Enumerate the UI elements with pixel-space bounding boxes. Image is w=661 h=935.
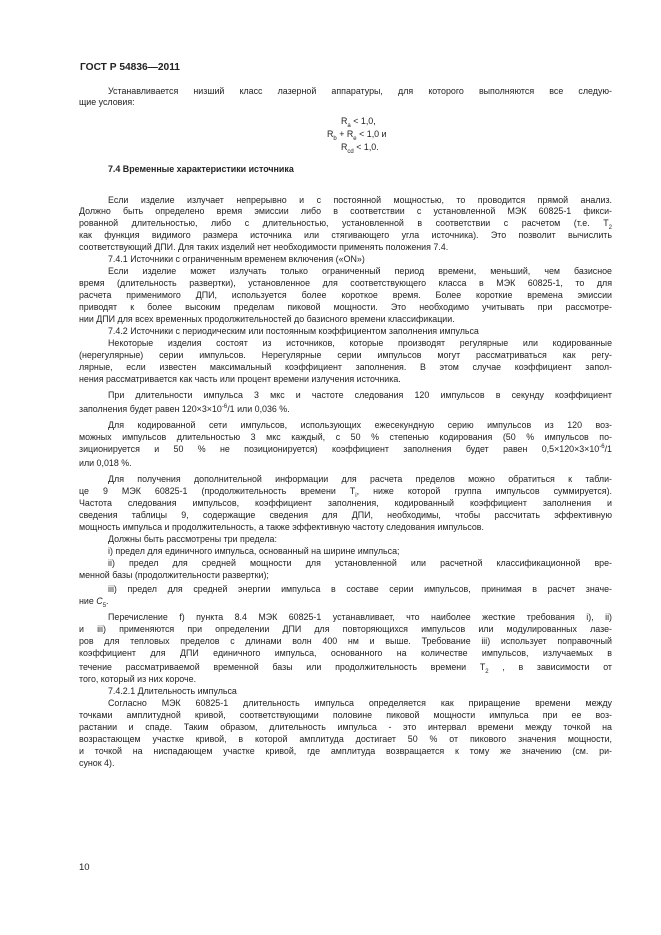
paragraph-line: Перечисление f) пункта 8.4 МЭК 60825-1 устанавливает, что наиболее жесткие требования i), ii) (108, 612, 612, 622)
section-heading: 7.4 Временные характеристики источника (108, 164, 294, 174)
formula-rcd: $R_{cd} < 1,0$. (341, 142, 379, 155)
subsection-title: 7.4.2.1 Длительность импульса (108, 686, 237, 696)
paragraph-line: При длительности импульса 3 мкс и частоте следования 120 импульсов в секунду коэффициент (108, 390, 612, 400)
paragraph-line: сведения таблицы 9, содержащие сведения для ДПИ, необходимы, чтобы рассчитать эффективную (79, 510, 612, 520)
paragraph-line: растании и спаде. Таким образом, длительность импульса - это интервал времени между точкой на (79, 722, 612, 732)
paragraph-line: соответствующий ДПИ. Для таких изделий нет необходимости применять положения 7.4. (79, 242, 449, 252)
paragraph-line: зиционируется и 50 % не позиционируется) коэффициент заполнения будет равен $0,5\times 120\times 3\times 10^{-6}/1$ (79, 444, 612, 454)
subsection-title: 7.4.1 Источники с ограниченным временем включения («ON») (108, 254, 365, 264)
paragraph-line: Согласно МЭК 60825-1 длительность импульса определяется как приращение времени между (108, 698, 612, 708)
paragraph-line: мощность импульса и продолжительность, а также эффективную частоту следования импульсов. (79, 522, 484, 532)
intro-line: Устанавливается низший класс лазерной аппаратуры, для которого выполняются все следую- (108, 86, 612, 96)
list-item: ii) предел для средней мощности для установленной или расчетной классификационной вре- (108, 558, 612, 568)
paragraph-line: рованной длительностью, либо с длительностью, установленной в соответствии с расчетом (т.е. $Т_2$ (79, 218, 612, 231)
paragraph-line: расчета применимого ДПИ, используется более короткое время. Более короткие времена эмиссии (79, 290, 612, 300)
paragraph-line: Частота следования импульсов, коэффициент заполнения, кодированный коэффициент заполнения и (79, 498, 612, 508)
paragraph-line: Должны быть рассмотрены три предела: (108, 534, 277, 544)
paragraph-line: сунок 4). (79, 758, 115, 768)
paragraph-line: нии ДПИ для всех временных продолжительностей до базисного времени классификации. (79, 314, 455, 324)
intro-line: щие условия: (79, 97, 135, 107)
paragraph-line: заполнения будет равен $120\times 3\times 10^{-6}/1$ или 0,036 %. (79, 404, 290, 414)
paragraph-line: Если изделие может излучать только ограниченный период времени, меньший, чем базисное (108, 266, 612, 276)
paragraph-line: ров для тепловых пределов с длинами волн 400 нм и выше. Требование iii) использует поправочный (79, 636, 612, 646)
paragraph-line: коэффициент для ДПИ единичного импульса, основанного на количестве импульсов, излучаемых в (79, 648, 612, 658)
paragraph-line: лярные, если известен максимальный коэффициент заполнения. В этом случае коэффициент запол- (79, 362, 612, 372)
paragraph-line: нения рассматривается как часть или процент времени излучения источника. (79, 374, 401, 384)
paragraph-line: возрастающем участке кривой, в которой амплитуда достигает 50 % от пикового значения мощности, (79, 734, 612, 744)
paragraph-line: и iii) применяются при определении ДПИ для повторяющихся импульсов или модулированных лазе- (79, 624, 612, 634)
paragraph-line: Если изделие излучает непрерывно и с постоянной мощностью, то проводится прямой анализ. (108, 195, 612, 205)
paragraph-line: течение рассматриваемой временной базы или продолжительность времени $T_2$ , в зависимости от (79, 662, 612, 675)
paragraph-line: Должно быть определено время эмиссии либо в соответствии с установленной МЭК 60825-1 фикси- (79, 206, 612, 216)
paragraph-line: приводят к более высоким пределам пиковой мощности. Это необходимо учитывать при рассмотре- (79, 302, 612, 312)
paragraph-line: (нерегулярные) серии импульсов. Нерегулярные серии импульсов могут рассматриваться как регу- (79, 350, 612, 360)
paragraph-line: того, который из них короче. (79, 674, 197, 684)
list-item: ние $C_5$. (79, 596, 109, 609)
formula-ra: $R_a < 1,0$, (341, 116, 376, 129)
page-number: 10 (79, 862, 90, 873)
list-item: i) предел для единичного импульса, основанный на ширине импульса; (108, 546, 400, 556)
subsection-title: 7.4.2 Источники с периодическим или постоянным коэффициентом заполнения импульса (108, 326, 479, 336)
paragraph-line: время (длительность развертки), установленное для соответствующего класса в МЭК 60825-1, то для (79, 278, 612, 288)
paragraph-line: це 9 МЭК 60825-1 (продолжительность времени $T_i$, ниже которой группа импульсов суммируется). (79, 486, 613, 499)
paragraph-line: Для кодированной сети импульсов, использующих ежесекундную серию импульсов из 120 воз- (108, 420, 612, 430)
paragraph-line: или 0,018 %. (79, 458, 132, 468)
paragraph-line: как функция видимого размера источника или стягивающего угла источника). Это позволит вычислить (79, 230, 612, 240)
list-item: менной базы (продолжительности развертки); (79, 570, 269, 580)
paragraph-line: Для получения дополнительной информации для расчета пределов можно обратиться к табли- (108, 474, 612, 484)
paragraph-line: точками амплитудной кривой, соответствующими половине пиковой мощности импульса при ее воз- (79, 710, 612, 720)
list-item: iii) предел для средней энергии импульса в составе серии импульсов, принимая в расчет значе- (108, 584, 612, 594)
paragraph-line: можных импульсов длительностью 3 мкс каждый, с 50 % степенью кодирования (50 % импульсов по- (79, 432, 612, 442)
paragraph-line: и точкой на ниспадающем участке кривой, где амплитуда возвращается к тому же значению (см. ри- (79, 746, 612, 756)
formula-rb-re: $R_b + R_e < 1,0$ и (327, 129, 387, 142)
document-header: ГОСТ Р 54836—2011 (80, 62, 180, 73)
paragraph-line: Некоторые изделия состоят из источников, которые производят регулярные или кодированные (108, 338, 612, 348)
